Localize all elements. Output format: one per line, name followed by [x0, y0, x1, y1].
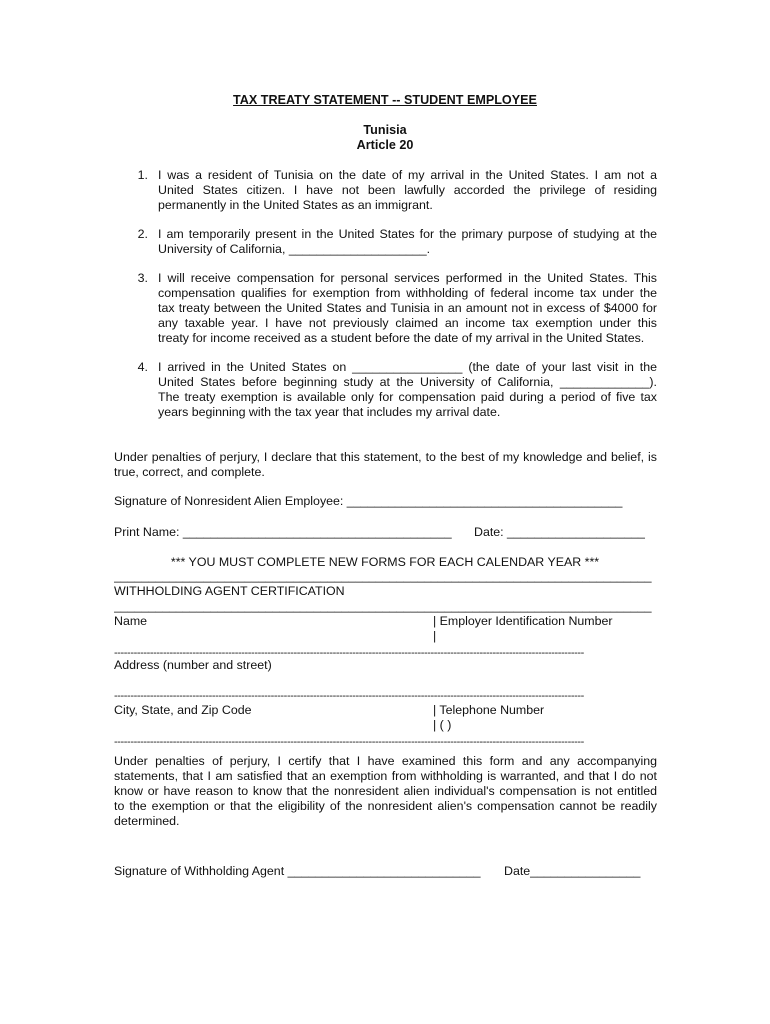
item-line: years beginning with the tax year that includes my arrival date.	[158, 405, 501, 419]
employee-signature-field[interactable]: Signature of Nonresident Alien Employee: ________________________________________	[114, 494, 623, 508]
item-number: 2.	[137, 227, 148, 241]
agent-section-heading: WITHHOLDING AGENT CERTIFICATION	[114, 584, 345, 598]
university-blank-line: University of California, ____________________.	[158, 242, 431, 256]
column-divider: |	[433, 629, 437, 643]
item-number: 4.	[137, 360, 148, 374]
arrival-date-line: I arrived in the United States on ________________ (the date of your last visit in the	[158, 360, 657, 374]
agent-perjury-line: statements, that I am satisfied that an exemption from withholding is warranted, and that I do not	[114, 769, 657, 783]
country-heading: Tunisia	[363, 123, 407, 137]
print-name-field[interactable]: Print Name: _______________________________________	[114, 525, 452, 539]
section-rule: ______________________________________________________________________________	[114, 599, 652, 613]
item-line: permanently in the United States as an immigrant.	[158, 198, 433, 212]
item-number: 1.	[137, 168, 148, 182]
article-heading: Article 20	[356, 138, 414, 152]
perjury-statement-line: Under penalties of perjury, I declare that this statement, to the best of my knowledge and belief, is	[114, 450, 657, 464]
item-line: I am temporarily present in the United States for the primary purpose of studying at the	[158, 227, 657, 241]
agent-signature-field[interactable]: Signature of Withholding Agent ____________________________	[114, 864, 481, 878]
ein-field[interactable]: | Employer Identification Number	[433, 614, 613, 628]
form-title: TAX TREATY STATEMENT -- STUDENT EMPLOYEE	[233, 93, 537, 107]
telephone-field[interactable]: | Telephone Number	[433, 703, 545, 717]
item-number: 3.	[137, 271, 148, 285]
dashed-rule: ------------------------------------------------------------------------------------------------------------------------------------------------	[114, 736, 584, 748]
employee-date-field[interactable]: Date: ____________________	[474, 525, 645, 539]
agent-date-field[interactable]: Date________________	[504, 864, 641, 878]
agent-perjury-line: know or have reason to know that the nonresident alien individual's compensation is not entitled	[114, 784, 657, 798]
telephone-area-code[interactable]: | ( )	[433, 718, 452, 732]
item-line: tax treaty between the United States and Tunisia in an amount not in excess of $4000 for	[158, 301, 657, 315]
item-line: United States citizen. I have not been lawfully accorded the privilege of residing	[158, 183, 657, 197]
annual-notice: *** YOU MUST COMPLETE NEW FORMS FOR EACH CALENDAR YEAR ***	[170, 555, 600, 569]
section-rule: ______________________________________________________________________________	[114, 569, 652, 583]
agent-perjury-line: Under penalties of perjury, I certify that I have examined this form and any accompanying	[114, 754, 657, 768]
agent-name-field[interactable]: Name	[114, 614, 148, 628]
dashed-rule: ------------------------------------------------------------------------------------------------------------------------------------------------	[114, 690, 584, 702]
item-line: compensation qualifies for exemption from withholding of federal income tax under the	[158, 286, 657, 300]
item-line: I was a resident of Tunisia on the date of my arrival in the United States. I am not a	[158, 168, 657, 182]
item-line: any taxable year. I have not previously claimed an income tax exemption under this	[158, 316, 657, 330]
agent-perjury-line: determined.	[114, 814, 180, 828]
item-line: treaty for income received as a student before the date of my arrival in the United States.	[158, 331, 645, 345]
item-line: The treaty exemption is available only for compensation paid during a period of five tax	[158, 390, 657, 404]
perjury-statement-line: true, correct, and complete.	[114, 465, 265, 479]
item-line: I will receive compensation for personal services performed in the United States. This	[158, 271, 657, 285]
agent-perjury-line: to the exemption or that the eligibility of the nonresident alien's compensation cannot be readily	[114, 799, 657, 813]
agent-address-field[interactable]: Address (number and street)	[114, 658, 272, 672]
agent-city-field[interactable]: City, State, and Zip Code	[114, 703, 252, 717]
item-line: United States before beginning study at the University of California, _____________).	[158, 375, 657, 389]
dashed-rule: ------------------------------------------------------------------------------------------------------------------------------------------------	[114, 647, 584, 659]
